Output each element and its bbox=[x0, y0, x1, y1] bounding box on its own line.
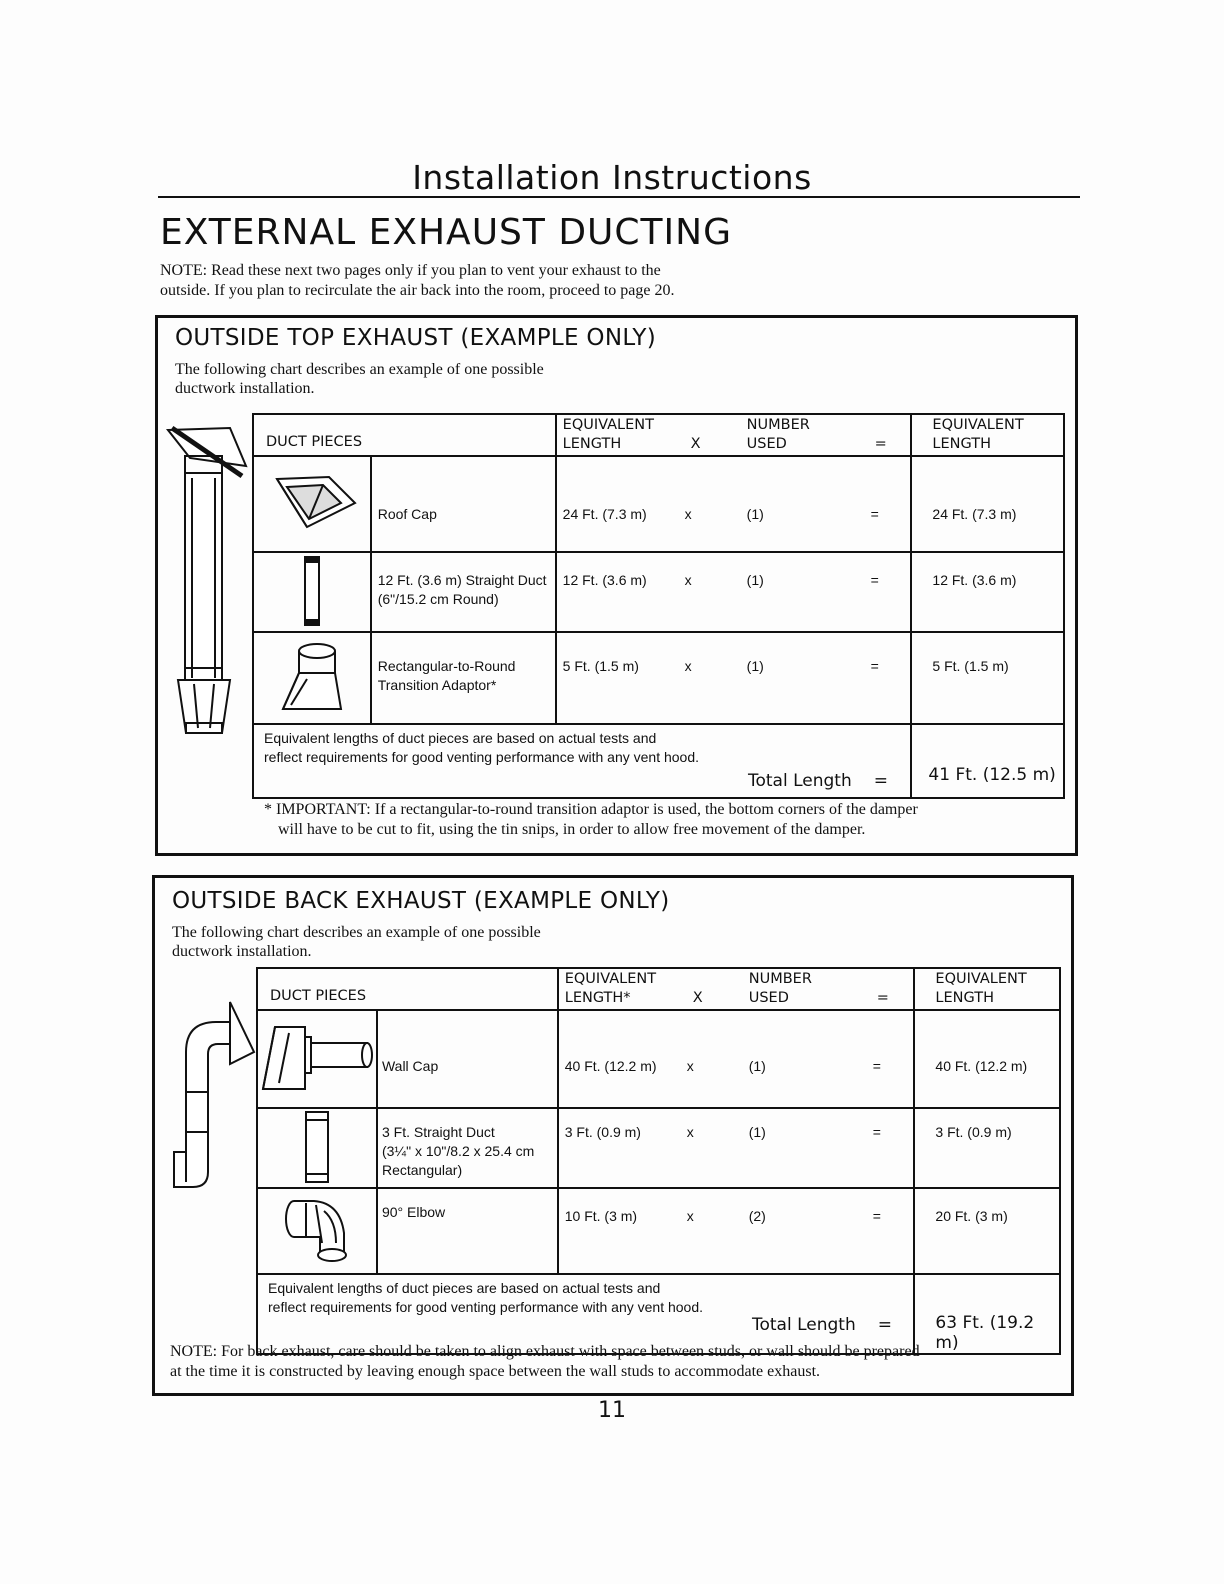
duct-piece-name: Roof Cap bbox=[371, 456, 556, 552]
table-row bbox=[253, 632, 1064, 724]
description-line: The following chart describes an example of one possible bbox=[175, 361, 544, 378]
duct-values: 40 Ft. (12.2 m) x (1) = bbox=[558, 1010, 915, 1108]
description-line: ductwork installation. bbox=[175, 380, 315, 397]
back-exhaust-title: OUTSIDE BACK EXHAUST (EXAMPLE ONLY) bbox=[172, 888, 670, 914]
header-duct-pieces: DUCT PIECES bbox=[253, 414, 556, 456]
page-number: 11 bbox=[598, 1398, 626, 1423]
wall-cap-icon-cell bbox=[257, 1010, 377, 1108]
header-equivalent-length: EQUIVALENT LENGTH X NUMBER USED = bbox=[556, 414, 912, 456]
roof-cap-icon-cell bbox=[253, 456, 371, 552]
back-exhaust-description bbox=[172, 923, 541, 961]
top-exhaust-table bbox=[252, 413, 1065, 799]
table-row bbox=[257, 1010, 1060, 1108]
duct-result: 40 Ft. (12.2 m) bbox=[914, 1010, 1060, 1108]
important-note-line: will have to be cut to fit, using the tin snips, in order to allow free movement of the damper. bbox=[278, 821, 866, 838]
duct-piece-name: Wall Cap bbox=[377, 1010, 558, 1108]
page-header-title: Installation Instructions bbox=[412, 158, 812, 197]
total-length-label: Total Length = bbox=[748, 771, 888, 791]
footnote-line: reflect requirements for good venting performance with any vent hood. bbox=[268, 1299, 704, 1315]
elbow-icon bbox=[280, 1193, 354, 1267]
back-exhaust-note bbox=[170, 1342, 1060, 1382]
intro-note bbox=[160, 261, 860, 301]
table-row bbox=[257, 1188, 1060, 1274]
wall-cap-icon bbox=[259, 1023, 375, 1093]
duct-piece-name: 90° Elbow bbox=[377, 1188, 558, 1274]
table-header-row bbox=[257, 968, 1060, 1010]
top-exhaust-assembly-icon bbox=[160, 418, 250, 748]
description-line: ductwork installation. bbox=[172, 943, 312, 960]
important-note bbox=[264, 800, 918, 840]
table-header-row bbox=[253, 414, 1064, 456]
duct-piece-name: 3 Ft. Straight Duct (3¼" x 10"/8.2 x 25.4 cm Rectangular) bbox=[377, 1108, 558, 1188]
intro-note-line: outside. If you plan to recirculate the air back into the room, proceed to page 20. bbox=[160, 282, 675, 299]
duct-piece-name: 12 Ft. (3.6 m) Straight Duct (6"/15.2 cm Round) bbox=[371, 552, 556, 632]
duct-result: 3 Ft. (0.9 m) bbox=[914, 1108, 1060, 1188]
elbow-icon-cell bbox=[257, 1188, 377, 1274]
total-length-value: 41 Ft. (12.5 m) bbox=[928, 765, 1056, 785]
duct-values: 24 Ft. (7.3 m) x (1) = bbox=[556, 456, 912, 552]
table-footer-row bbox=[253, 724, 1064, 798]
duct-values: 12 Ft. (3.6 m) x (1) = bbox=[556, 552, 912, 632]
duct-values: 10 Ft. (3 m) x (2) = bbox=[558, 1188, 915, 1274]
duct-values: 3 Ft. (0.9 m) x (1) = bbox=[558, 1108, 915, 1188]
back-exhaust-assembly-icon bbox=[168, 992, 258, 1192]
section-title: EXTERNAL EXHAUST DUCTING bbox=[160, 212, 732, 253]
footnote-line: Equivalent lengths of duct pieces are based on actual tests and bbox=[268, 1280, 661, 1296]
transition-adaptor-icon-cell bbox=[253, 632, 371, 724]
header-duct-pieces: DUCT PIECES bbox=[257, 968, 558, 1010]
roof-cap-icon bbox=[267, 473, 357, 533]
duct-result: 12 Ft. (3.6 m) bbox=[911, 552, 1064, 632]
description-line: The following chart describes an example of one possible bbox=[172, 924, 541, 941]
header-result-length: EQUIVALENT LENGTH bbox=[911, 414, 1064, 456]
header-result-length: EQUIVALENT LENGTH bbox=[914, 968, 1060, 1010]
header-equivalent-length: EQUIVALENT LENGTH* X NUMBER USED = bbox=[558, 968, 915, 1010]
back-exhaust-note-line: at the time it is constructed by leaving enough space between the wall studs to accommodate exhaust. bbox=[170, 1363, 821, 1380]
footnote-line: Equivalent lengths of duct pieces are based on actual tests and bbox=[264, 730, 657, 746]
duct-piece-name: Rectangular-to-Round Transition Adaptor* bbox=[371, 632, 556, 724]
table-row bbox=[257, 1108, 1060, 1188]
straight-duct-icon bbox=[297, 555, 327, 627]
footnote-line: reflect requirements for good venting performance with any vent hood. bbox=[264, 749, 700, 765]
back-exhaust-table bbox=[256, 967, 1061, 1355]
important-note-line: * IMPORTANT: If a rectangular-to-round transition adaptor is used, the bottom corners of the damper bbox=[264, 801, 918, 818]
table-row bbox=[253, 456, 1064, 552]
rect-duct-icon-cell bbox=[257, 1108, 377, 1188]
total-length-value: 63 Ft. (19.2 m) bbox=[935, 1313, 1035, 1353]
table-row bbox=[253, 552, 1064, 632]
total-length-value-cell bbox=[911, 724, 1064, 798]
top-exhaust-title: OUTSIDE TOP EXHAUST (EXAMPLE ONLY) bbox=[175, 325, 657, 351]
total-length-label: Total Length = bbox=[752, 1315, 892, 1335]
transition-adaptor-icon bbox=[277, 639, 347, 715]
footnote-cell bbox=[253, 724, 911, 798]
duct-result: 5 Ft. (1.5 m) bbox=[911, 632, 1064, 724]
top-exhaust-description bbox=[175, 360, 544, 398]
duct-result: 24 Ft. (7.3 m) bbox=[911, 456, 1064, 552]
intro-note-line: NOTE: Read these next two pages only if you plan to vent your exhaust to the bbox=[160, 262, 661, 279]
back-exhaust-note-line: NOTE: For back exhaust, care should be taken to align exhaust with space between studs, or wall should be prepared bbox=[170, 1343, 920, 1360]
rect-duct-icon bbox=[300, 1110, 334, 1184]
header-divider bbox=[158, 196, 1080, 198]
straight-duct-icon-cell bbox=[253, 552, 371, 632]
duct-values: 5 Ft. (1.5 m) x (1) = bbox=[556, 632, 912, 724]
duct-result: 20 Ft. (3 m) bbox=[914, 1188, 1060, 1274]
